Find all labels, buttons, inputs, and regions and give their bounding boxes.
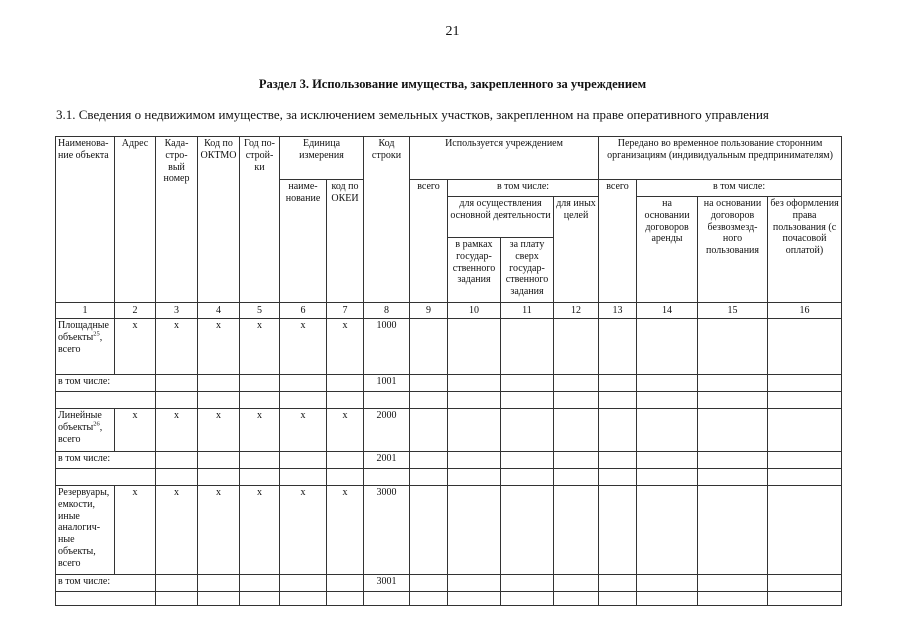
table-cell xyxy=(364,592,410,606)
table-cell xyxy=(554,319,599,375)
column-number: 16 xyxy=(768,303,842,319)
x-mark: x xyxy=(327,319,364,375)
table-row xyxy=(56,592,842,606)
table-cell xyxy=(280,392,327,409)
table-cell xyxy=(410,575,448,592)
row-code: 1001 xyxy=(364,375,410,392)
column-number: 10 xyxy=(448,303,501,319)
table-cell xyxy=(327,592,364,606)
table-cell xyxy=(501,469,554,486)
table-row xyxy=(56,469,842,486)
table-cell xyxy=(501,319,554,375)
table-cell xyxy=(410,409,448,452)
table-cell xyxy=(554,452,599,469)
x-mark: x xyxy=(156,409,198,452)
header-above-task: за плату сверх государ-ственного задания xyxy=(501,238,554,303)
table-cell xyxy=(768,452,842,469)
table-cell xyxy=(327,375,364,392)
table-cell xyxy=(698,375,768,392)
x-mark: x xyxy=(280,486,327,575)
row-name xyxy=(56,409,115,452)
header-transferred-including: в том числе: xyxy=(637,180,842,197)
table-cell xyxy=(198,375,240,392)
table-cell xyxy=(501,575,554,592)
table-cell xyxy=(637,486,698,575)
table-cell xyxy=(501,392,554,409)
table-cell xyxy=(448,486,501,575)
column-number: 11 xyxy=(501,303,554,319)
subsection-title: 3.1. Сведения о недвижимом имуществе, за исключением земельных участков, закрепленном на праве оперативного управления xyxy=(56,107,769,122)
column-number: 3 xyxy=(156,303,198,319)
x-mark: x xyxy=(327,486,364,575)
header-used: Используется учреждением xyxy=(410,137,599,180)
header-other-purposes: для иных целей xyxy=(554,197,599,303)
table-cell xyxy=(448,409,501,452)
column-number: 15 xyxy=(698,303,768,319)
table-cell xyxy=(554,392,599,409)
table-cell xyxy=(56,592,156,606)
property-table xyxy=(55,136,842,606)
table-cell xyxy=(599,409,637,452)
table-cell xyxy=(280,375,327,392)
table-cell xyxy=(240,452,280,469)
table-cell xyxy=(448,575,501,592)
column-number: 12 xyxy=(554,303,599,319)
header-name: Наименова-ние объекта xyxy=(56,137,115,303)
table-cell xyxy=(156,452,198,469)
footnote-marker: 25 xyxy=(93,330,100,338)
table-cell xyxy=(364,469,410,486)
header-used-total: всего xyxy=(410,180,448,303)
table-row xyxy=(56,486,842,575)
table-cell xyxy=(768,486,842,575)
table-cell xyxy=(637,452,698,469)
header-cadastral: Када-стро-вый номер xyxy=(156,137,198,303)
table-row xyxy=(56,409,842,452)
table-cell xyxy=(501,409,554,452)
table-cell xyxy=(410,375,448,392)
table-cell xyxy=(554,575,599,592)
footnote-marker: 26 xyxy=(93,420,100,428)
table-cell xyxy=(637,375,698,392)
table-cell xyxy=(56,392,156,409)
x-mark: x xyxy=(156,319,198,375)
table-cell xyxy=(768,409,842,452)
column-number: 4 xyxy=(198,303,240,319)
table-cell xyxy=(599,486,637,575)
table-cell xyxy=(410,319,448,375)
header-year: Год по-строй-ки xyxy=(240,137,280,303)
table-cell xyxy=(637,319,698,375)
x-mark: x xyxy=(115,486,156,575)
x-mark: x xyxy=(240,409,280,452)
header-used-including: в том числе: xyxy=(448,180,599,197)
table-cell xyxy=(599,319,637,375)
x-mark: x xyxy=(156,486,198,575)
table-cell xyxy=(56,469,156,486)
table-cell xyxy=(637,469,698,486)
table-cell xyxy=(448,319,501,375)
table-cell xyxy=(599,592,637,606)
table-cell xyxy=(364,392,410,409)
table-cell xyxy=(554,592,599,606)
x-mark: x xyxy=(198,319,240,375)
table-cell xyxy=(156,375,198,392)
table-cell xyxy=(240,375,280,392)
table-cell xyxy=(156,469,198,486)
table-cell xyxy=(198,469,240,486)
row-code: 3000 xyxy=(364,486,410,575)
table-cell xyxy=(156,392,198,409)
row-name-text: Площадные объекты xyxy=(58,320,109,343)
table-row xyxy=(56,392,842,409)
header-oktmo: Код по ОКТМО xyxy=(198,137,240,303)
table-cell xyxy=(327,392,364,409)
table-cell xyxy=(554,469,599,486)
x-mark: x xyxy=(115,319,156,375)
table-cell xyxy=(280,575,327,592)
x-mark: x xyxy=(198,486,240,575)
x-mark: x xyxy=(198,409,240,452)
table-row xyxy=(56,375,842,392)
x-mark: x xyxy=(327,409,364,452)
table-cell xyxy=(198,452,240,469)
row-name: в том числе: xyxy=(56,452,156,469)
table-cell xyxy=(599,575,637,592)
row-code: 2001 xyxy=(364,452,410,469)
table-cell xyxy=(599,375,637,392)
table-cell xyxy=(410,592,448,606)
row-code: 1000 xyxy=(364,319,410,375)
table-cell xyxy=(410,469,448,486)
column-number: 2 xyxy=(115,303,156,319)
column-number: 1 xyxy=(56,303,115,319)
table-cell xyxy=(448,469,501,486)
column-number: 8 xyxy=(364,303,410,319)
column-number: 14 xyxy=(637,303,698,319)
table-cell xyxy=(448,592,501,606)
header-free-use: на основании договоров безвозмезд-ного пользования xyxy=(698,197,768,303)
table-cell xyxy=(501,375,554,392)
table-cell xyxy=(637,592,698,606)
table-cell xyxy=(501,452,554,469)
column-number: 7 xyxy=(327,303,364,319)
page-number: 21 xyxy=(445,24,460,39)
header-unit-name: наиме-нование xyxy=(280,180,327,303)
table-cell xyxy=(698,392,768,409)
x-mark: x xyxy=(280,409,327,452)
table-cell xyxy=(554,409,599,452)
table-cell xyxy=(410,486,448,575)
table-cell xyxy=(198,575,240,592)
table-cell xyxy=(599,392,637,409)
table-cell xyxy=(637,409,698,452)
table-cell xyxy=(768,469,842,486)
table-cell xyxy=(280,469,327,486)
table-cell xyxy=(501,592,554,606)
table-row xyxy=(56,575,842,592)
table-cell xyxy=(240,392,280,409)
table-cell xyxy=(410,452,448,469)
header-unit: Единица измерения xyxy=(280,137,364,180)
table-cell xyxy=(698,575,768,592)
table-cell xyxy=(599,452,637,469)
row-name-suffix: , всего xyxy=(58,331,103,355)
table-cell xyxy=(698,469,768,486)
table-cell xyxy=(637,575,698,592)
x-mark: x xyxy=(280,319,327,375)
row-code: 3001 xyxy=(364,575,410,592)
row-name: в том числе: xyxy=(56,575,156,592)
header-lease: на основании договоров аренды xyxy=(637,197,698,303)
table-cell xyxy=(501,486,554,575)
table-cell xyxy=(240,575,280,592)
table-cell xyxy=(554,375,599,392)
table-cell xyxy=(448,392,501,409)
header-main-activity: для осуществления основной деятельности xyxy=(448,197,554,238)
table-cell xyxy=(768,575,842,592)
header-transferred-total: всего xyxy=(599,180,637,303)
table-cell xyxy=(554,486,599,575)
table-cell xyxy=(637,392,698,409)
row-name-suffix: , всего xyxy=(58,421,103,445)
header-address: Адрес xyxy=(115,137,156,303)
table-cell xyxy=(198,392,240,409)
table-cell xyxy=(198,592,240,606)
table-cell xyxy=(327,469,364,486)
row-name xyxy=(56,319,115,375)
column-number: 13 xyxy=(599,303,637,319)
row-name: Резервуары, емкости, иные аналогич-ные объекты, всего xyxy=(56,486,115,575)
table-cell xyxy=(280,592,327,606)
header-row-code: Код строки xyxy=(364,137,410,303)
column-number: 9 xyxy=(410,303,448,319)
x-mark: x xyxy=(240,319,280,375)
column-number: 6 xyxy=(280,303,327,319)
table-cell xyxy=(448,375,501,392)
table-cell xyxy=(698,592,768,606)
table-cell xyxy=(240,592,280,606)
table-cell xyxy=(156,575,198,592)
table-cell xyxy=(768,592,842,606)
table-cell xyxy=(768,319,842,375)
table-cell xyxy=(156,592,198,606)
table-row xyxy=(56,452,842,469)
table-cell xyxy=(698,486,768,575)
section-title: Раздел 3. Использование имущества, закрепленного за учреждением xyxy=(258,77,647,91)
row-name: в том числе: xyxy=(56,375,156,392)
table-cell xyxy=(240,469,280,486)
row-code: 2000 xyxy=(364,409,410,452)
table-cell xyxy=(327,452,364,469)
header-unit-okei: код по ОКЕИ xyxy=(327,180,364,303)
table-cell xyxy=(698,319,768,375)
column-number-row xyxy=(56,303,842,319)
table-row xyxy=(56,319,842,375)
table-cell xyxy=(448,452,501,469)
table-cell xyxy=(768,392,842,409)
header-without-rights: без оформления права пользования (с почасовой оплатой) xyxy=(768,197,842,303)
header-transferred: Передано во временное пользование сторонним организациям (индивидуальным предпринимателям) xyxy=(599,137,842,180)
x-mark: x xyxy=(240,486,280,575)
table-cell xyxy=(410,392,448,409)
header-row-1 xyxy=(56,137,842,180)
header-within-task: в рамках государ-ственного задания xyxy=(448,238,501,303)
column-number: 5 xyxy=(240,303,280,319)
table-cell xyxy=(280,452,327,469)
table-cell xyxy=(768,375,842,392)
table-cell xyxy=(327,575,364,592)
table-cell xyxy=(599,469,637,486)
table-cell xyxy=(698,409,768,452)
table-cell xyxy=(698,452,768,469)
row-name-text: Линейные объекты xyxy=(58,410,102,433)
x-mark: x xyxy=(115,409,156,452)
